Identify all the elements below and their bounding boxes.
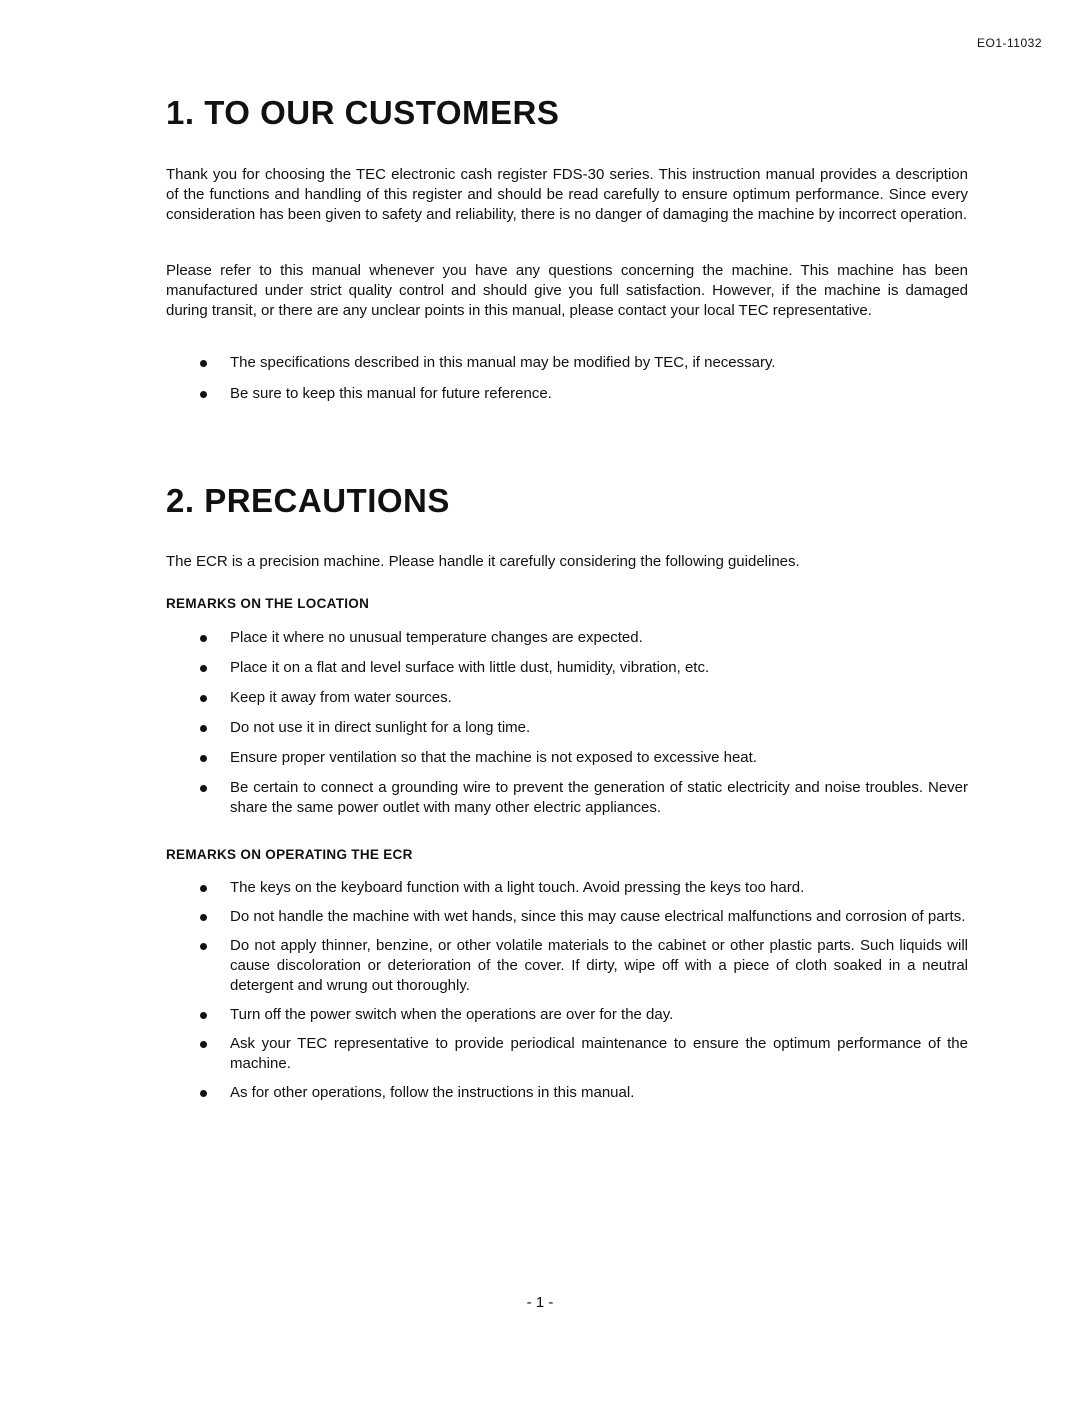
bullet-icon <box>200 1090 207 1097</box>
section-title-precautions: 2. PRECAUTIONS <box>166 482 450 519</box>
list-item: Do not use it in direct sunlight for a long time. <box>196 718 968 738</box>
document-id: EO1-11032 <box>977 36 1042 50</box>
bullet-icon <box>200 943 207 950</box>
list-item: Do not apply thinner, benzine, or other volatile materials to the cabinet or other plastic parts. Such liquids will cause discoloration or deterioration of the cover. If dirty, wipe off with a piece of cloth soaked in a neutral detergent and wrung out thoroughly. <box>196 936 968 996</box>
precautions-intro: The ECR is a precision machine. Please handle it carefully considering the following guidelines. <box>166 553 800 570</box>
list-item: Place it where no unusual temperature changes are expected. <box>196 628 968 648</box>
list-item: The specifications described in this manual may be modified by TEC, if necessary. <box>196 353 968 373</box>
list-item: Be certain to connect a grounding wire to prevent the generation of static electricity and noise troubles. Never share the same power outlet with many other electric appliances. <box>196 778 968 818</box>
list-item: As for other operations, follow the instructions in this manual. <box>196 1083 968 1103</box>
list-item: Keep it away from water sources. <box>196 688 968 708</box>
bullet-icon <box>200 635 207 642</box>
bullet-icon <box>200 695 207 702</box>
bullet-icon <box>200 360 207 367</box>
section-title-customers: 1. TO OUR CUSTOMERS <box>166 94 560 131</box>
bullet-icon <box>200 391 207 398</box>
list-item: The keys on the keyboard function with a light touch. Avoid pressing the keys too hard. <box>196 878 968 898</box>
list-item: Be sure to keep this manual for future reference. <box>196 384 968 404</box>
list-item: Do not handle the machine with wet hands, since this may cause electrical malfunctions and corrosion of parts. <box>196 907 968 927</box>
location-bullet-list <box>196 628 968 818</box>
list-item: Turn off the power switch when the operations are over for the day. <box>196 1005 968 1025</box>
bullet-icon <box>200 755 207 762</box>
operating-heading: REMARKS ON OPERATING THE ECR <box>166 847 413 862</box>
bullet-icon <box>200 785 207 792</box>
bullet-icon <box>200 885 207 892</box>
bullet-icon <box>200 1041 207 1048</box>
bullet-icon <box>200 1012 207 1019</box>
customers-paragraph-1: Thank you for choosing the TEC electronic cash register FDS-30 series. This instruction manual provides a description of the functions and handling of this register and should be read carefully to ensure optimum performance. Since every consideration has been given to safety and reliability, there is no danger of damaging the machine by incorrect operation. <box>166 166 968 223</box>
operating-bullet-list <box>196 878 968 1103</box>
customers-paragraph-2: Please refer to this manual whenever you have any questions concerning the machine. This machine has been manufactured under strict quality control and should give you full satisfaction. However, if the machine is damaged during transit, or there are any unclear points in this manual, please contact your local TEC representative. <box>166 262 968 319</box>
bullet-icon <box>200 725 207 732</box>
list-item: Ask your TEC representative to provide periodical maintenance to ensure the optimum performance of the machine. <box>196 1034 968 1074</box>
list-item: Place it on a flat and level surface with little dust, humidity, vibration, etc. <box>196 658 968 678</box>
customers-bullet-list <box>196 353 968 404</box>
bullet-icon <box>200 665 207 672</box>
list-item: Ensure proper ventilation so that the machine is not exposed to excessive heat. <box>196 748 968 768</box>
page-number: - 1 - <box>526 1294 554 1311</box>
location-heading: REMARKS ON THE LOCATION <box>166 596 370 611</box>
bullet-icon <box>200 914 207 921</box>
